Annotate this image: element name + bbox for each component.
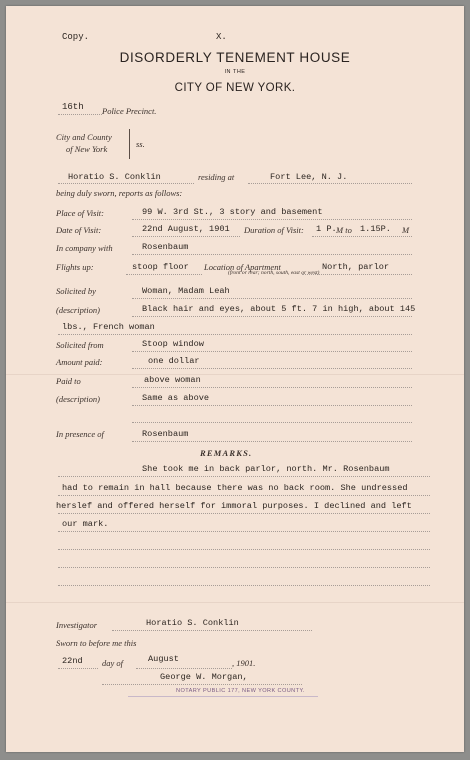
- document-title: DISORDERLY TENEMENT HOUSE: [119, 50, 351, 65]
- investigator-value: Horatio S. Conklin: [146, 618, 239, 628]
- remarks-line-4: our mark.: [62, 519, 109, 529]
- location-hint: (front or rear; north, south, east or west): [228, 270, 320, 276]
- venue-line1: City and County: [56, 132, 112, 142]
- description-label: (description): [56, 305, 100, 315]
- solicited-by-value: Woman, Madam Leah: [142, 286, 230, 296]
- notary-stamp: NOTARY PUBLIC 177, NEW YORK COUNTY.: [176, 688, 305, 694]
- company-label: In company with: [56, 243, 113, 253]
- residence-value: Fort Lee, N. J.: [270, 172, 348, 182]
- flights-value: stoop floor: [132, 262, 189, 272]
- remarks-line-3: herslef and offered herself for immoral purposes. I declined and left: [56, 501, 412, 511]
- date-value: 22nd August, 1901: [142, 224, 230, 234]
- fold-crease: [6, 602, 464, 603]
- venue-brace: [129, 129, 131, 159]
- duration-from: 1 P.: [316, 224, 337, 234]
- location-value: North, parlor: [322, 262, 390, 272]
- x-mark: X.: [216, 32, 227, 42]
- place-label: Place of Visit:: [56, 208, 104, 218]
- location-label: Location of Apartment: [204, 262, 281, 272]
- fold-crease: [6, 374, 464, 375]
- remarks-line-1: She took me in back parlor, north. Mr. Rosenbaum: [142, 464, 390, 474]
- sworn-label: Sworn to before me this: [56, 638, 137, 648]
- remarks-heading: REMARKS.: [200, 448, 253, 458]
- solicited-by-label: Solicited by: [56, 286, 96, 296]
- company-value: Rosenbaum: [142, 242, 189, 252]
- description2-label: (description): [56, 394, 100, 404]
- remarks-line-2: had to remain in hall because there was no back room. She undressed: [62, 483, 408, 493]
- paid-to-label: Paid to: [56, 376, 81, 386]
- duration-to: 1.15P.: [360, 224, 391, 234]
- day-value: 22nd: [62, 656, 83, 666]
- duration-label: Duration of Visit:: [244, 225, 304, 235]
- description-line1: Black hair and eyes, about 5 ft. 7 in high, about 145: [142, 304, 416, 314]
- date-label: Date of Visit:: [56, 225, 102, 235]
- flights-label: Flights up:: [56, 262, 94, 272]
- residing-label: residing at: [198, 172, 235, 182]
- investigator-name: Horatio S. Conklin: [68, 172, 161, 182]
- year-label: , 1901.: [232, 658, 256, 668]
- sworn-statement: being duly sworn, reports as follows:: [56, 188, 183, 198]
- investigator-label: Investigator: [56, 620, 98, 630]
- precinct-label: Police Precinct.: [102, 106, 157, 116]
- venue-line2: of New York: [66, 144, 108, 154]
- presence-label: In presence of: [56, 429, 104, 439]
- description2-value: Same as above: [142, 393, 210, 403]
- amount-value: one dollar: [148, 356, 200, 366]
- precinct-number: 16th: [62, 102, 84, 112]
- presence-value: Rosenbaum: [142, 429, 189, 439]
- place-value: 99 W. 3rd St., 3 story and basement: [142, 207, 323, 217]
- day-of-label: day of: [102, 658, 124, 668]
- document-sheet: [6, 6, 464, 752]
- in-the-label: IN THE: [224, 69, 246, 75]
- venue-ss: ss.: [136, 139, 145, 149]
- description-line2: lbs., French woman: [62, 322, 155, 332]
- notary-name: George W. Morgan,: [160, 672, 248, 682]
- duration-m: M: [402, 225, 410, 235]
- duration-m-to: M to: [336, 225, 352, 235]
- paid-to-value: above woman: [144, 375, 201, 385]
- copy-mark: Copy.: [62, 32, 90, 42]
- solicited-from-label: Solicited from: [56, 340, 104, 350]
- month-value: August: [148, 654, 179, 664]
- amount-label: Amount paid:: [56, 357, 103, 367]
- solicited-from-value: Stoop window: [142, 339, 204, 349]
- city-title: CITY OF NEW YORK.: [174, 82, 296, 94]
